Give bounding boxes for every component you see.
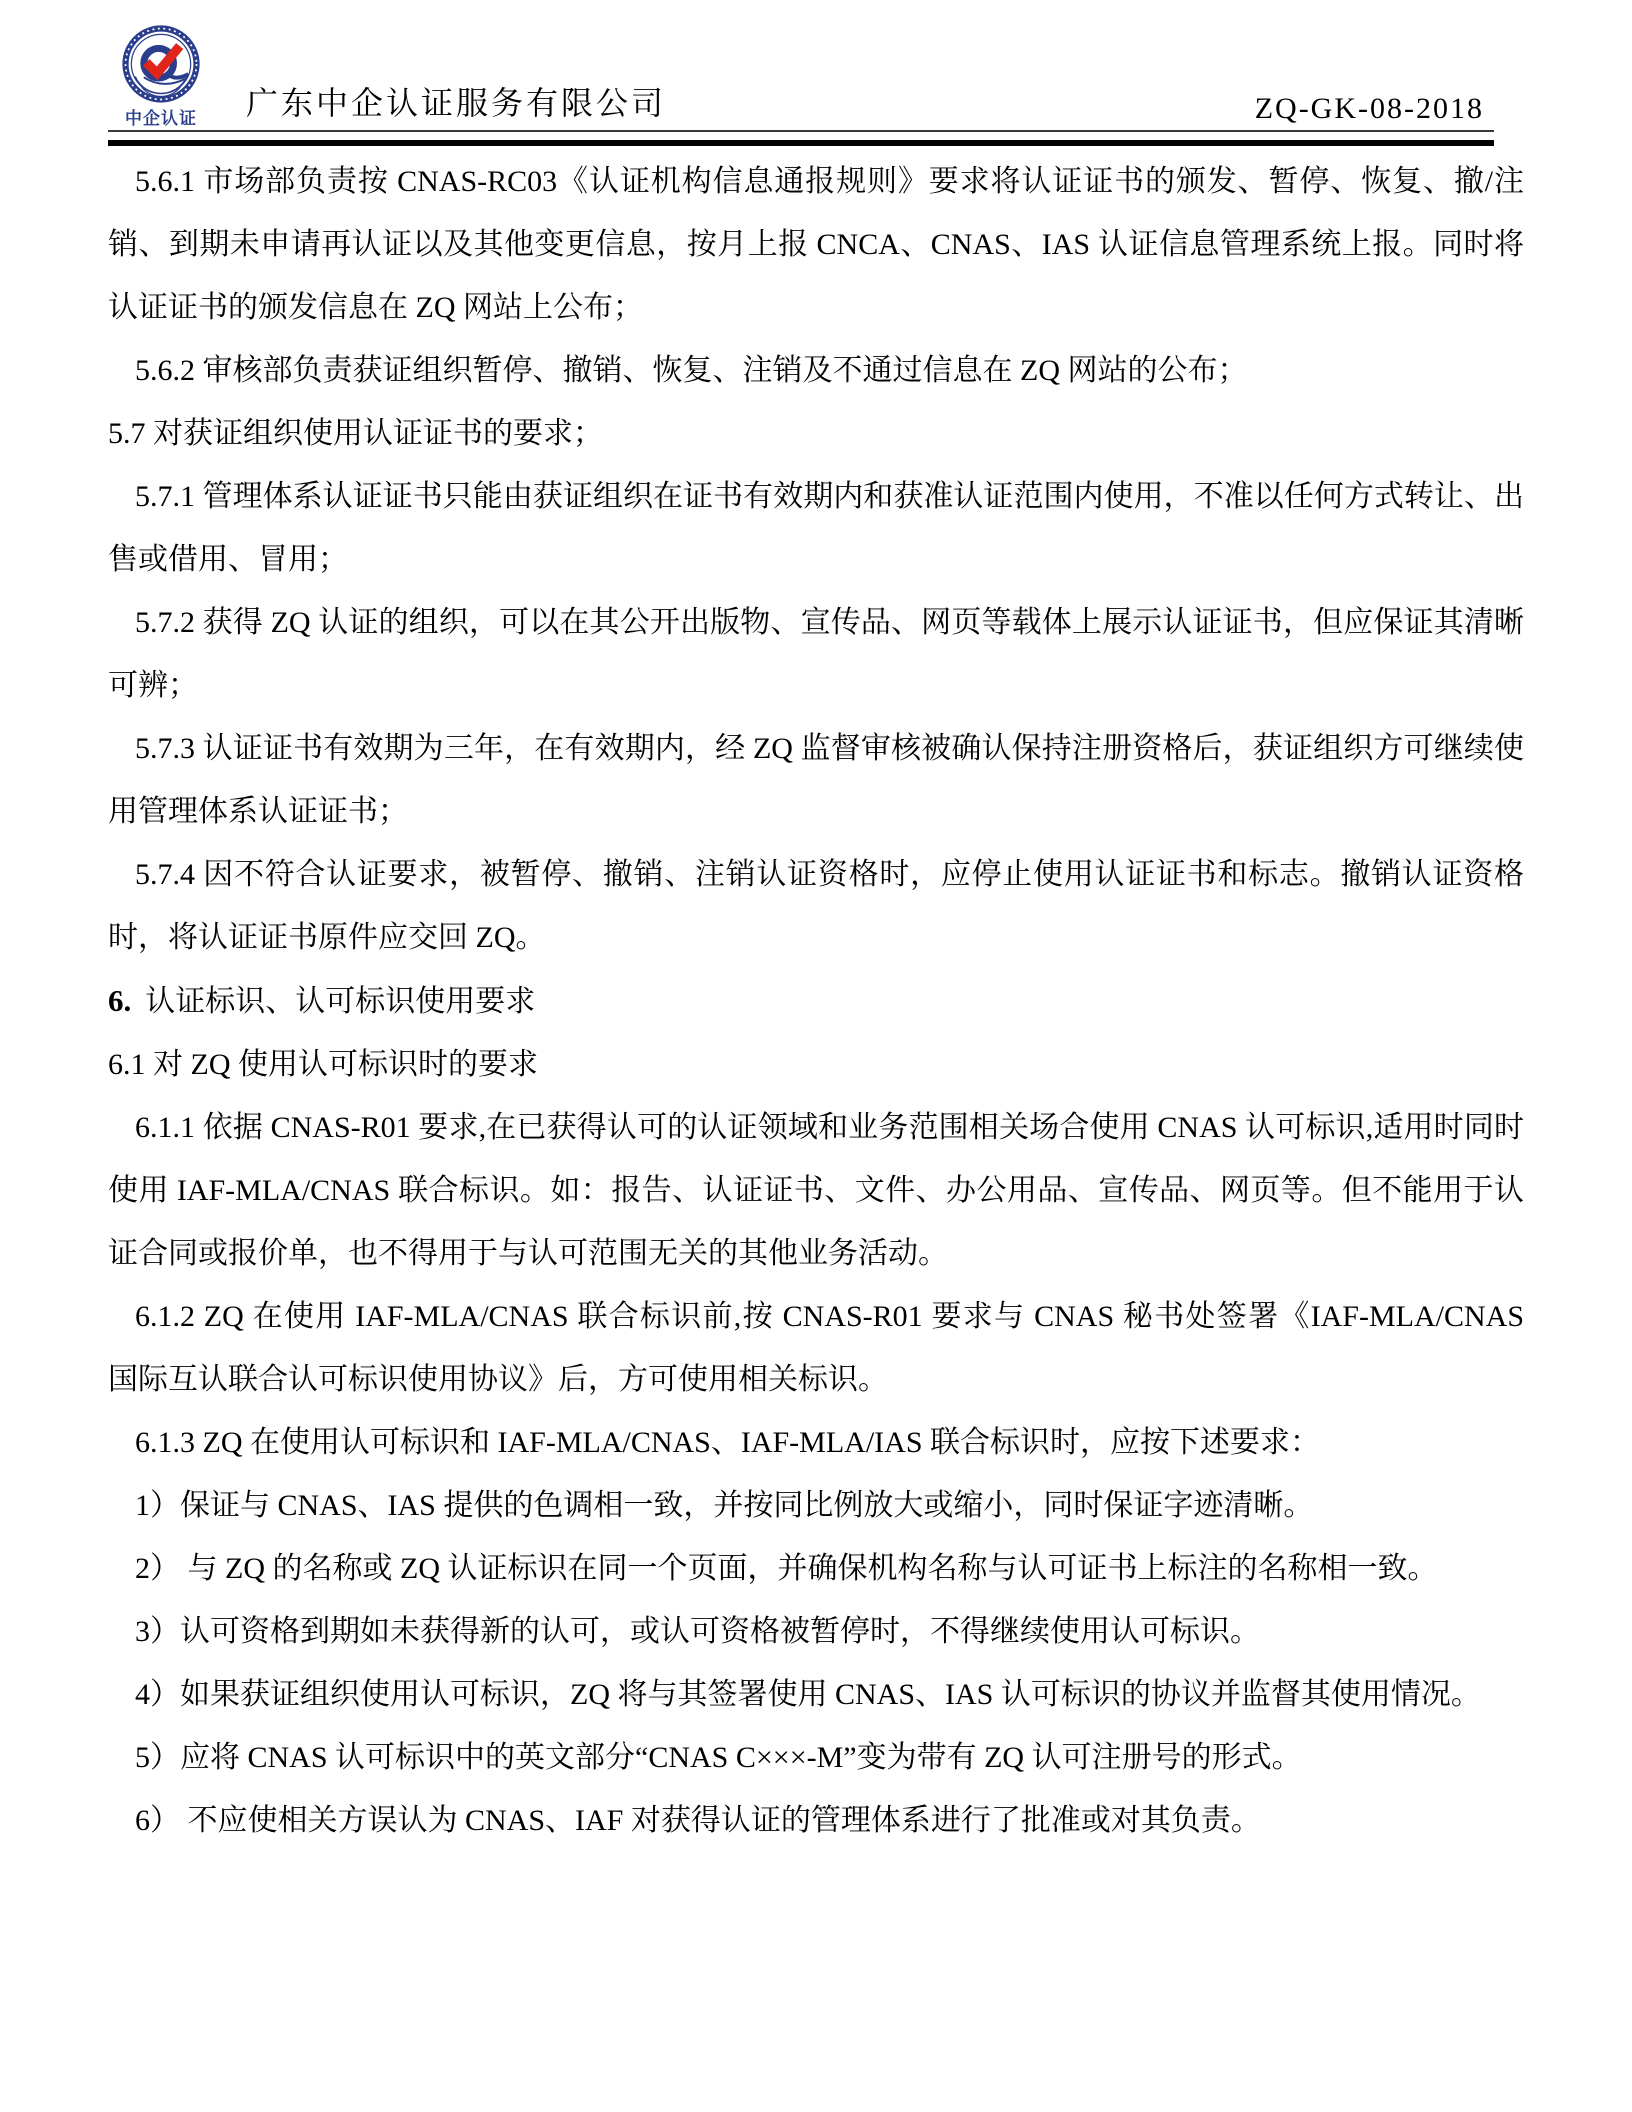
heading-6-number: 6. <box>108 983 132 1018</box>
list-item-2: 2） 与 ZQ 的名称或 ZQ 认证标识在同一个页面，并确保机构名称与认可证书上标注的名称相一致。 <box>135 1552 1438 1585</box>
list-item-3: 3）认可资格到期如未获得新的认可，或认可资格被暂停时，不得继续使用认可标识。 <box>135 1615 1260 1648</box>
logo-caption: 中企认证 <box>125 109 197 128</box>
paragraph-6-1-1: 6.1.1 依据 CNAS-R01 要求,在已获得认可的认证领域和业务范围相关场合使用 CNAS 认可标识,适用时同时使用 IAF-MLA/CNAS 联合标识。如：报告、认证证书、文件、办公用品、宣传品、网页等。但不能用于认证合同或报价单，也不得用于与认可范围无关的其他业务活动。 <box>108 1111 1524 1270</box>
company-name: 广东中企认证服务有限公司 <box>246 85 667 121</box>
heading-6-title: 认证标识、认可标识使用要求 <box>145 985 536 1018</box>
paragraph-5-7: 5.7 对获证组织使用认证证书的要求； <box>108 417 603 450</box>
document-code: ZQ-GK-08-2018 <box>1254 92 1484 125</box>
paragraph-5-7-3: 5.7.3 认证证书有效期为三年，在有效期内，经 ZQ 监督审核被确认保持注册资格后，获证组织方可继续使用管理体系认证证书； <box>108 732 1524 828</box>
list-item-5: 5）应将 CNAS 认可标识中的英文部分“CNAS C×××-M”变为带有 ZQ 认可注册号的形式。 <box>135 1741 1302 1774</box>
list-item-6: 6） 不应使相关方误认为 CNAS、IAF 对获得认证的管理体系进行了批准或对其负责。 <box>135 1804 1261 1837</box>
paragraph-5-7-1: 5.7.1 管理体系认证证书只能由获证组织在证书有效期内和获准认证范围内使用，不准以任何方式转让、出售或借用、冒用； <box>108 480 1524 576</box>
list-item-4: 4）如果获证组织使用认可标识，ZQ 将与其签署使用 CNAS、IAS 认可标识的协议并监督其使用情况。 <box>135 1678 1481 1711</box>
zq-certification-emblem-icon <box>122 25 200 103</box>
header-divider <box>108 140 1494 146</box>
paragraph-5-7-2: 5.7.2 获得 ZQ 认证的组织，可以在其公开出版物、宣传品、网页等载体上展示认证证书，但应保证其清晰可辨； <box>108 606 1524 702</box>
paragraph-5-6-2: 5.6.2 审核部负责获证组织暂停、撤销、恢复、注销及不通过信息在 ZQ 网站的公布； <box>135 354 1248 387</box>
heading-6 <box>108 969 1524 1033</box>
list-item-1: 1）保证与 CNAS、IAS 提供的色调相一致，并按同比例放大或缩小，同时保证字迹清晰。 <box>135 1489 1314 1522</box>
document-header <box>108 14 1494 132</box>
paragraph-6-1-3: 6.1.3 ZQ 在使用认可标识和 IAF-MLA/CNAS、IAF-MLA/IAS 联合标识时，应按下述要求： <box>135 1426 1321 1459</box>
heading-6-1: 6.1 对 ZQ 使用认可标识时的要求 <box>108 1048 538 1081</box>
company-logo <box>122 25 200 130</box>
paragraph-5-7-4: 5.7.4 因不符合认证要求，被暂停、撤销、注销认证资格时，应停止使用认证证书和标志。撤销认证资格时，将认证证书原件应交回 ZQ。 <box>108 858 1524 954</box>
paragraph-6-1-2: 6.1.2 ZQ 在使用 IAF-MLA/CNAS 联合标识前,按 CNAS-R01 要求与 CNAS 秘书处签署《IAF-MLA/CNAS 国际互认联合认可标识使用协议》后，方可使用相关标识。 <box>108 1300 1524 1396</box>
paragraph-5-6-1: 5.6.1 市场部负责按 CNAS-RC03《认证机构信息通报规则》要求将认证证书的颁发、暂停、恢复、撤/注销、到期未申请再认证以及其他变更信息，按月上报 CNCA、CNAS、IAS 认证信息管理系统上报。同时将认证证书的颁发信息在 ZQ 网站上公布； <box>108 165 1524 324</box>
document-body <box>108 150 1524 1852</box>
